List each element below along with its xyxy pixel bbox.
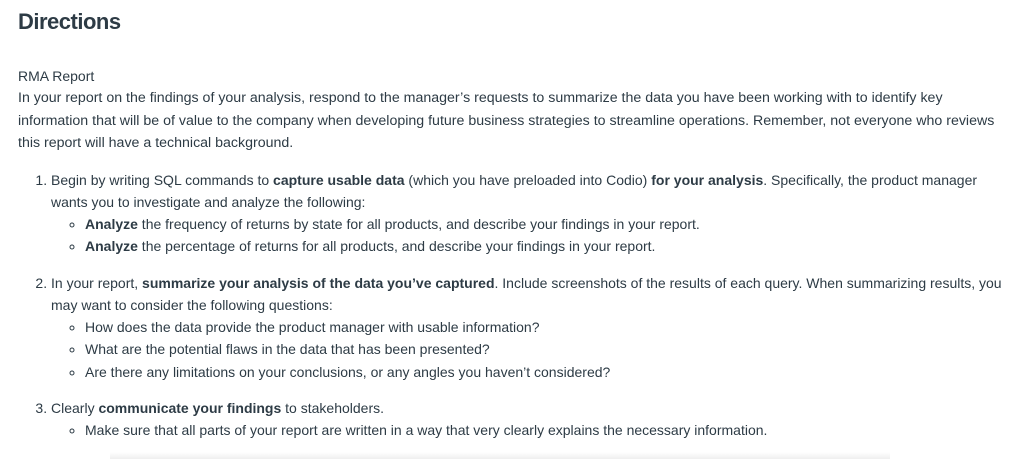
emphasis-text: Analyze bbox=[85, 238, 138, 254]
page-title: Directions bbox=[18, 9, 121, 34]
emphasis-text: for your analysis bbox=[651, 171, 764, 188]
intro-paragraph: In your report on the findings of your analysis, respond to the manager’s requests to summarize the data you have been working with to identify key information that will be of value to the company when developing future business strategies to streamline operations. Remember, not everyone who reviews this report will have a technical background. bbox=[18, 90, 995, 151]
bullet-item bbox=[85, 338, 1008, 361]
emphasis-text: summarize your analysis of the data you’ve captured bbox=[142, 274, 495, 291]
body-text: the percentage of returns for all products, and describe your findings in your report. bbox=[137, 238, 656, 254]
bullet-item bbox=[85, 419, 1008, 442]
bottom-fade bbox=[110, 452, 890, 459]
body-text: . Specifically, the product manager wants you to investigate and analyze the following: bbox=[51, 171, 978, 210]
step-item-1 bbox=[51, 169, 1008, 258]
body-text: (which you have preloaded into Codio) bbox=[404, 171, 652, 188]
emphasis-text: capture usable data bbox=[273, 171, 405, 188]
step-bullet-list bbox=[51, 213, 1008, 258]
bullet-item bbox=[85, 213, 1008, 236]
bullet-item bbox=[85, 235, 1008, 258]
step-item-3 bbox=[51, 397, 1008, 442]
body-text: . Include screenshots of the results of each query. When summarizing results, you may want to consider the following questions: bbox=[51, 274, 1002, 313]
body-text: What are the potential flaws in the data that has been presented? bbox=[85, 341, 490, 357]
body-text: the frequency of returns by state for all products, and describe your findings in your report. bbox=[137, 215, 700, 232]
body-text: Begin by writing SQL commands to bbox=[51, 171, 274, 188]
report-subtitle: RMA Report bbox=[18, 68, 95, 84]
directions-page bbox=[18, 8, 1008, 442]
step-bullet-list bbox=[51, 419, 1008, 442]
body-text: Clearly bbox=[51, 400, 99, 416]
step-bullet-list bbox=[51, 316, 1008, 384]
body-text: How does the data provide the product manager with usable information? bbox=[85, 318, 540, 335]
emphasis-text: Analyze bbox=[85, 215, 138, 232]
body-text: to stakeholders. bbox=[281, 400, 385, 416]
emphasis-text: communicate your findings bbox=[98, 400, 282, 416]
body-text: Are there any limitations on your conclusions, or any angles you haven’t considered? bbox=[85, 363, 611, 380]
bullet-item bbox=[85, 316, 1008, 339]
step-item-2 bbox=[51, 272, 1008, 384]
body-text: In your report, bbox=[51, 274, 143, 291]
body-text: Make sure that all parts of your report are written in a way that very clearly explains the necessary information. bbox=[85, 422, 768, 438]
steps-list bbox=[18, 169, 1008, 442]
bullet-item bbox=[85, 361, 1008, 384]
